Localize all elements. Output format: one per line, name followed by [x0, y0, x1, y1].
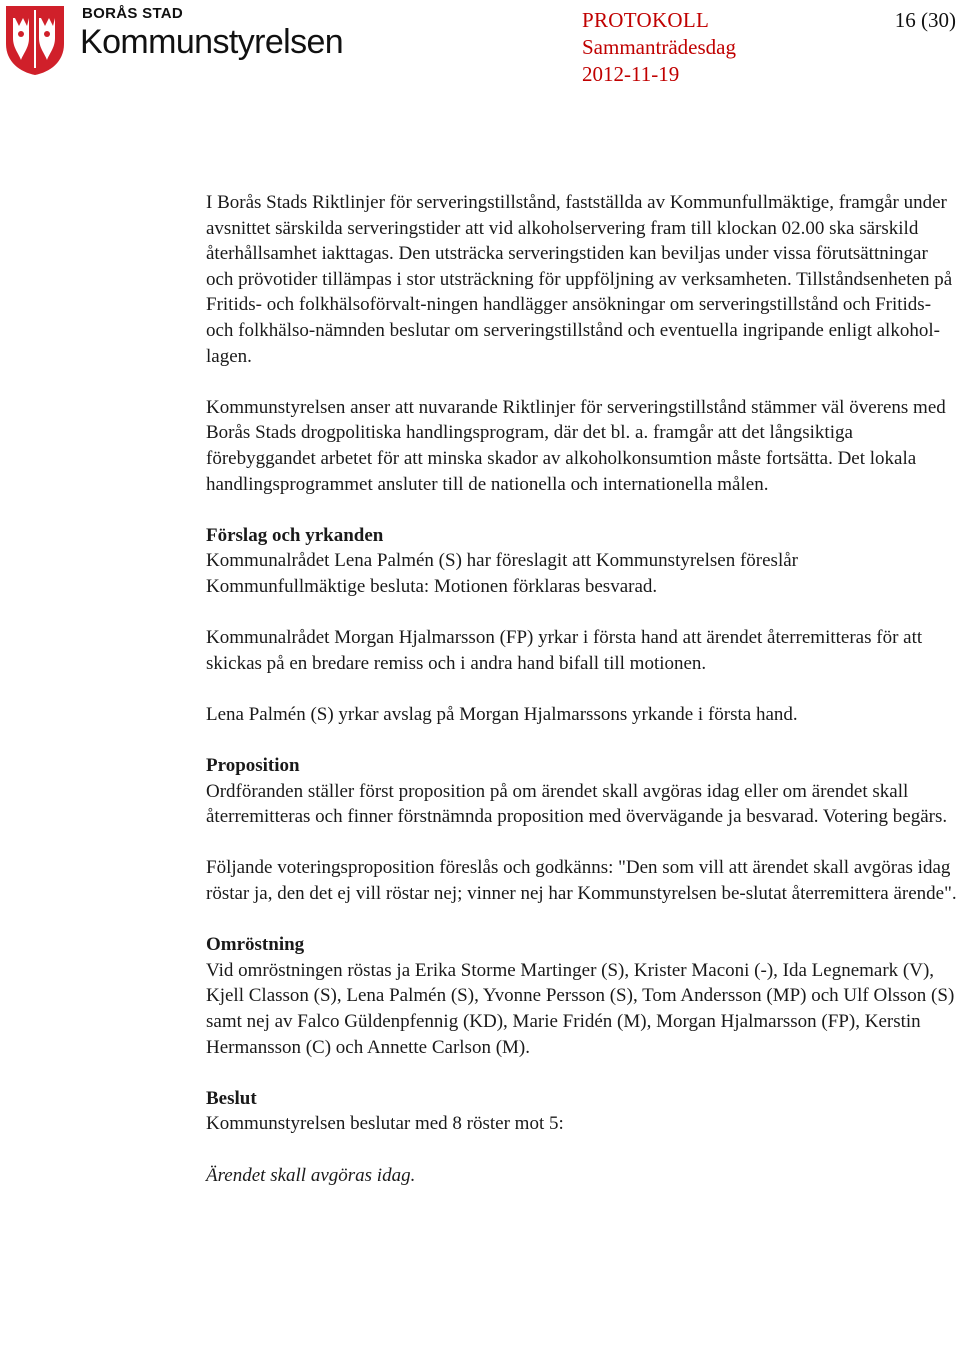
org-name-small: BORÅS STAD	[82, 5, 184, 22]
doc-type: PROTOKOLL	[582, 8, 710, 32]
meeting-date: 2012-11-19	[582, 62, 680, 86]
meeting-label: Sammanträdesdag	[582, 35, 736, 59]
page-header	[0, 0, 960, 100]
paragraph-forslag: Kommunalrådet Lena Palmén (S) har föreslagit att Kommunstyrelsen föreslår Kommunfullmäktige besluta: Motionen förklaras besvarad.	[206, 550, 798, 597]
document-body	[206, 190, 958, 1214]
heading-forslag: Förslag och yrkanden	[206, 524, 384, 546]
paragraph-voteringsproposition: Följande voteringsproposition föreslås och godkänns: "Den som vill att ärendet skall avgöras idag röstar ja, den det ej vill röstar nej; vinner nej har Kommunstyrelsen be-slutat återremittera ärende".	[206, 857, 957, 905]
protocol-info	[582, 7, 736, 88]
paragraph-proposition: Ordföranden ställer först proposition på om ärendet skall avgöras idag eller om ärendet skall återremitteras och finner förstnämnda proposition med övervägande ja besvarad. Votering begärs.	[206, 780, 948, 828]
paragraph-kommunstyrelsen-anser: Kommunstyrelsen anser att nuvarande Riktlinjer för serveringstillstånd stämmer väl överens med Borås Stads drogpolitiska handlingsprogram, där det bl. a. framgår att det långsiktiga förebyggandet arbetet för att minska skador av alkoholkonsumtion måste fortsätta. Det lokala handlingsprogrammet ansluter till de nationella och internationella målen.	[206, 396, 946, 495]
org-name: Kommunstyrelsen	[80, 23, 344, 61]
heading-proposition: Proposition	[206, 755, 300, 777]
paragraph-yrkande-palmen: Lena Palmén (S) yrkar avslag på Morgan Hjalmarssons yrkande i första hand.	[206, 703, 798, 725]
paragraph-decision: Ärendet skall avgöras idag.	[206, 1164, 416, 1186]
paragraph-riktlinjer: I Borås Stads Riktlinjer för serveringstillstånd, fastställda av Kommunfullmäktige, framgår under avsnittet särskilda serveringstider att vid alkoholservering fram till klockan 02.00 ska särskild återhållsamhet iakttagas. Den utsträcka serveringstiden kan beviljas under vissa förutsättningar och prövotider tillämpas i stor utsträckning för uppföljning av verksamheten. Tillståndsenheten på Fritids- och folkhälsoförvalt-ningen handlägger ansökningar om serveringstillstånd och Fritids- och folkhälso-nämnden beslutar om serveringstillstånd och eventuella ingripande enligt alkohol-lagen.	[206, 192, 953, 367]
heading-omrostning: Omröstning	[206, 934, 305, 956]
page-number: 16 (30)	[894, 8, 956, 32]
heading-beslut: Beslut	[206, 1087, 257, 1109]
paragraph-yrkande-hjalmarsson: Kommunalrådet Morgan Hjalmarsson (FP) yrkar i första hand att ärendet återremitteras för att skickas på en bredare remiss och i andra hand bifall till motionen.	[206, 627, 923, 674]
paragraph-omrostning: Vid omröstningen röstas ja Erika Storme Martinger (S), Krister Maconi (-), Ida Legnemark (V), Kjell Classon (S), Lena Palmén (S), Yvonne Persson (S), Tom Andersson (MP) och Ulf Olsson (S) samt nej av Falco Güldenpfennig (KD), Marie Fridén (M), Morgan Hjalmarsson (FP), Kerstin Hermansson (C) och Annette Carlson (M).	[206, 959, 955, 1058]
paragraph-beslut: Kommunstyrelsen beslutar med 8 röster mot 5:	[206, 1113, 564, 1135]
boras-coat-of-arms-icon	[4, 4, 66, 76]
